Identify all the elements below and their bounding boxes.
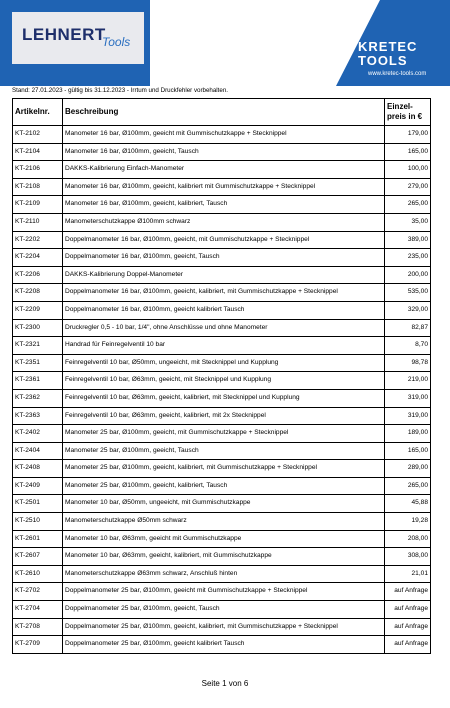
table-row: [13, 143, 431, 161]
cell-price: auf Anfrage: [385, 601, 431, 619]
cell-article: KT-2102: [13, 126, 63, 144]
table-row: [13, 477, 431, 495]
cell-description: Manometer 16 bar, Ø100mm, geeicht mit Gummischutzkappe + Stecknippel: [63, 126, 385, 144]
cell-article: KT-2402: [13, 425, 63, 443]
table-row: [13, 442, 431, 460]
cell-description: Doppelmanometer 16 bar, Ø100mm, geeicht, Tausch: [63, 249, 385, 267]
header-price-line2: preis in €: [387, 112, 423, 121]
cell-article: KT-2108: [13, 178, 63, 196]
cell-article: KT-2206: [13, 266, 63, 284]
cell-description: Manometer 16 bar, Ø100mm, geeicht, kalibriert mit Gummischutzkappe + Stecknippel: [63, 178, 385, 196]
cell-description: Manometer 16 bar, Ø100mm, geeicht, Tausch: [63, 143, 385, 161]
table-row: [13, 196, 431, 214]
cell-article: KT-2361: [13, 372, 63, 390]
cell-price: 235,00: [385, 249, 431, 267]
cell-article: KT-2610: [13, 565, 63, 583]
table-row: [13, 249, 431, 267]
cell-description: Doppelmanometer 16 bar, Ø100mm, geeicht, kalibriert, mit Gummischutzkappe + Stecknippel: [63, 284, 385, 302]
cell-article: KT-2300: [13, 319, 63, 337]
table-row: [13, 231, 431, 249]
cell-description: Manometerschutzkappe Ø63mm schwarz, Anschluß hinten: [63, 565, 385, 583]
header-banner: [0, 0, 450, 86]
cell-article: KT-2109: [13, 196, 63, 214]
table-row: [13, 266, 431, 284]
table-row: [13, 354, 431, 372]
cell-price: auf Anfrage: [385, 636, 431, 654]
cell-description: Doppelmanometer 25 bar, Ø100mm, geeicht kalibriert Tausch: [63, 636, 385, 654]
cell-description: Manometer 25 bar, Ø100mm, geeicht, kalibriert, mit Gummischutzkappe + Stecknippel: [63, 460, 385, 478]
lehnert-logo-text: LEHNERT: [22, 25, 106, 44]
cell-description: Manometer 10 bar, Ø50mm, ungeeicht, mit Gummischutzkappe: [63, 495, 385, 513]
cell-description: Manometerschutzkappe Ø100mm schwarz: [63, 213, 385, 231]
cell-article: KT-2709: [13, 636, 63, 654]
cell-description: Doppelmanometer 25 bar, Ø100mm, geeicht, kalibriert, mit Gummischutzkappe + Stecknippel: [63, 618, 385, 636]
cell-article: KT-2363: [13, 407, 63, 425]
cell-article: KT-2362: [13, 389, 63, 407]
cell-description: Doppelmanometer 16 bar, Ø100mm, geeicht kalibriert Tausch: [63, 301, 385, 319]
cell-article: KT-2409: [13, 477, 63, 495]
validity-note: Stand: 27.01.2023 - gültig bis 31.12.2023 - Irrtum und Druckfehler vorbehalten.: [12, 87, 229, 94]
cell-price: 208,00: [385, 530, 431, 548]
cell-price: 189,00: [385, 425, 431, 443]
cell-description: Feinregelventil 10 bar, Ø50mm, ungeeicht, mit Stecknippel und Kupplung: [63, 354, 385, 372]
header-price: [385, 99, 431, 126]
table-row: [13, 178, 431, 196]
cell-article: KT-2110: [13, 213, 63, 231]
table-row: [13, 636, 431, 654]
table-row: [13, 495, 431, 513]
cell-price: auf Anfrage: [385, 583, 431, 601]
cell-price: 8,70: [385, 337, 431, 355]
table-row: [13, 319, 431, 337]
cell-article: KT-2321: [13, 337, 63, 355]
table-row: [13, 618, 431, 636]
cell-price: 308,00: [385, 548, 431, 566]
cell-description: Manometer 10 bar, Ø63mm, geeicht mit Gummischutzkappe: [63, 530, 385, 548]
cell-price: 319,00: [385, 407, 431, 425]
cell-article: KT-2204: [13, 249, 63, 267]
cell-description: Manometer 25 bar, Ø100mm, geeicht, mit Gummischutzkappe + Stecknippel: [63, 425, 385, 443]
cell-price: 21,01: [385, 565, 431, 583]
table-row: [13, 372, 431, 390]
kretec-logo: [358, 39, 434, 71]
table-row: [13, 161, 431, 179]
cell-description: Doppelmanometer 25 bar, Ø100mm, geeicht mit Gummischutzkappe + Stecknippel: [63, 583, 385, 601]
cell-price: 165,00: [385, 442, 431, 460]
lehnert-logo-subtext: Tools: [102, 35, 131, 49]
cell-price: 289,00: [385, 460, 431, 478]
table-row: [13, 425, 431, 443]
cell-description: Druckregler 0,5 - 10 bar, 1/4", ohne Anschlüsse und ohne Manometer: [63, 319, 385, 337]
cell-price: 200,00: [385, 266, 431, 284]
cell-price: 535,00: [385, 284, 431, 302]
cell-price: 265,00: [385, 196, 431, 214]
cell-price: 19,28: [385, 513, 431, 531]
cell-article: KT-2104: [13, 143, 63, 161]
cell-article: KT-2106: [13, 161, 63, 179]
cell-description: Doppelmanometer 16 bar, Ø100mm, geeicht, mit Gummischutzkappe + Stecknippel: [63, 231, 385, 249]
cell-article: KT-2404: [13, 442, 63, 460]
cell-price: 100,00: [385, 161, 431, 179]
table-row: [13, 337, 431, 355]
header-description: Beschreibung: [63, 99, 385, 126]
table-row: [13, 126, 431, 144]
cell-price: auf Anfrage: [385, 618, 431, 636]
cell-description: Feinregelventil 10 bar, Ø63mm, geeicht, kalibriert, mit 2x Stecknippel: [63, 407, 385, 425]
table-row: [13, 548, 431, 566]
kretec-logo-line1: KRETEC: [358, 39, 418, 54]
cell-article: KT-2704: [13, 601, 63, 619]
cell-price: 389,00: [385, 231, 431, 249]
cell-article: KT-2209: [13, 301, 63, 319]
kretec-logo-line2: TOOLS: [358, 53, 408, 68]
cell-article: KT-2408: [13, 460, 63, 478]
page-number: Seite 1 von 6: [201, 679, 249, 688]
cell-price: 319,00: [385, 389, 431, 407]
cell-description: Manometer 10 bar, Ø63mm, geeicht, kalibriert, mit Gummischutzkappe: [63, 548, 385, 566]
cell-price: 179,00: [385, 126, 431, 144]
price-table: [12, 98, 431, 654]
cell-description: Feinregelventil 10 bar, Ø63mm, geeicht, mit Stecknippel und Kupplung: [63, 372, 385, 390]
header-article: Artikelnr.: [13, 99, 63, 126]
table-row: [13, 530, 431, 548]
cell-price: 98,78: [385, 354, 431, 372]
table-row: [13, 284, 431, 302]
header-price-line1: Einzel-: [387, 102, 413, 111]
cell-price: 219,00: [385, 372, 431, 390]
kretec-url: www.kretec-tools.com: [368, 71, 427, 77]
cell-price: 35,00: [385, 213, 431, 231]
cell-article: KT-2202: [13, 231, 63, 249]
table-header-row: [13, 99, 431, 126]
table-row: [13, 301, 431, 319]
cell-article: KT-2708: [13, 618, 63, 636]
cell-price: 329,00: [385, 301, 431, 319]
cell-article: KT-2702: [13, 583, 63, 601]
table-row: [13, 460, 431, 478]
cell-article: KT-2601: [13, 530, 63, 548]
cell-price: 265,00: [385, 477, 431, 495]
cell-article: KT-2351: [13, 354, 63, 372]
table-row: [13, 601, 431, 619]
cell-price: 45,88: [385, 495, 431, 513]
cell-description: Feinregelventil 10 bar, Ø63mm, geeicht, kalibriert, mit Stecknippel und Kupplung: [63, 389, 385, 407]
cell-article: KT-2208: [13, 284, 63, 302]
cell-article: KT-2607: [13, 548, 63, 566]
cell-price: 82,87: [385, 319, 431, 337]
cell-description: DAKKS-Kalibrierung Doppel-Manometer: [63, 266, 385, 284]
cell-price: 165,00: [385, 143, 431, 161]
table-row: [13, 583, 431, 601]
table-body: [13, 126, 431, 654]
cell-description: Manometer 25 bar, Ø100mm, geeicht, Tausch: [63, 442, 385, 460]
cell-description: Handrad für Feinregelventil 10 bar: [63, 337, 385, 355]
cell-description: Doppelmanometer 25 bar, Ø100mm, geeicht, Tausch: [63, 601, 385, 619]
table-row: [13, 213, 431, 231]
table-row: [13, 389, 431, 407]
cell-description: Manometer 16 bar, Ø100mm, geeicht, kalibriert, Tausch: [63, 196, 385, 214]
cell-description: Manometer 25 bar, Ø100mm, geeicht, kalibriert, Tausch: [63, 477, 385, 495]
cell-article: KT-2501: [13, 495, 63, 513]
table-row: [13, 565, 431, 583]
table-row: [13, 407, 431, 425]
cell-price: 279,00: [385, 178, 431, 196]
table-row: [13, 513, 431, 531]
cell-article: KT-2510: [13, 513, 63, 531]
cell-description: Manometerschutzkappe Ø50mm schwarz: [63, 513, 385, 531]
cell-description: DAKKS-Kalibrierung Einfach-Manometer: [63, 161, 385, 179]
